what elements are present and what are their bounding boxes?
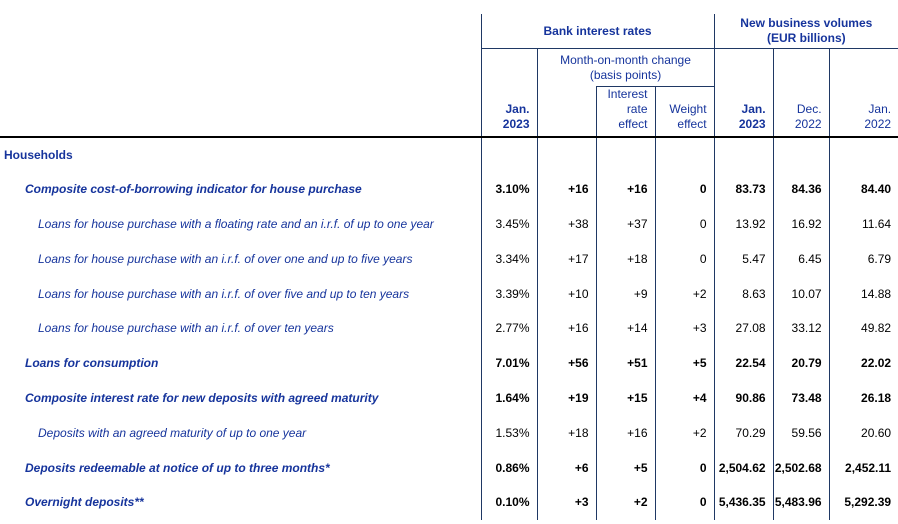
value-cell	[773, 137, 829, 172]
value-cell: 3.45%	[481, 207, 537, 242]
value-cell: +2	[655, 415, 714, 450]
value-cell	[829, 137, 898, 172]
header-corner-cell	[0, 14, 481, 137]
row-label: Loans for house purchase with an i.r.f. of over ten years	[38, 321, 334, 336]
value-cell: 33.12	[773, 311, 829, 346]
value-cell: 14.88	[829, 276, 898, 311]
value-cell: +5	[596, 450, 655, 485]
value-cell: +18	[596, 241, 655, 276]
value-cell: +14	[596, 311, 655, 346]
value-cell: 6.45	[773, 241, 829, 276]
value-cell: 22.54	[714, 346, 773, 381]
value-cell: 2,452.11	[829, 450, 898, 485]
value-cell: 1.64%	[481, 381, 537, 416]
value-cell: 3.10%	[481, 172, 537, 207]
value-cell: +56	[537, 346, 596, 381]
value-cell: 90.86	[714, 381, 773, 416]
row-label: Composite cost-of-borrowing indicator for house purchase	[25, 182, 362, 197]
table-row	[0, 346, 898, 381]
value-cell: +18	[537, 415, 596, 450]
value-cell	[714, 137, 773, 172]
table-row	[0, 241, 898, 276]
value-cell: +2	[655, 276, 714, 311]
value-cell: 13.92	[714, 207, 773, 242]
table-row	[0, 311, 898, 346]
value-cell: +17	[537, 241, 596, 276]
value-cell: 10.07	[773, 276, 829, 311]
value-cell: 0	[655, 450, 714, 485]
value-cell: +3	[537, 485, 596, 520]
value-cell: 8.63	[714, 276, 773, 311]
value-cell: +51	[596, 346, 655, 381]
value-cell: 5,483.96	[773, 485, 829, 520]
value-cell: 49.82	[829, 311, 898, 346]
value-cell: 5,292.39	[829, 485, 898, 520]
column-header-vol-jan-2023: Jan. 2023	[714, 49, 773, 138]
value-cell: +4	[655, 381, 714, 416]
value-cell	[655, 137, 714, 172]
value-cell	[596, 137, 655, 172]
value-cell: 26.18	[829, 381, 898, 416]
column-header-rate-jan-2023: Jan. 2023	[481, 49, 537, 138]
value-cell: 0.86%	[481, 450, 537, 485]
value-cell: +9	[596, 276, 655, 311]
table-body	[0, 137, 898, 520]
row-label: Composite interest rate for new deposits with agreed maturity	[25, 390, 379, 405]
value-cell: +2	[596, 485, 655, 520]
value-cell: 3.34%	[481, 241, 537, 276]
column-header-vol-dec-2022: Dec. 2022	[773, 49, 829, 138]
value-cell: 1.53%	[481, 415, 537, 450]
table-row	[0, 381, 898, 416]
table-header	[0, 14, 898, 137]
value-cell: 22.02	[829, 346, 898, 381]
value-cell: 5,436.35	[714, 485, 773, 520]
group-header-new-business-volumes: New business volumes (EUR billions)	[714, 14, 898, 49]
row-label: Loans for house purchase with an i.r.f. of over one and up to five years	[38, 251, 413, 266]
group-header-mom-change: Month-on-month change (basis points)	[537, 49, 714, 87]
value-cell: 84.36	[773, 172, 829, 207]
column-header-weight-effect: Weight effect	[655, 87, 714, 138]
value-cell: +16	[596, 172, 655, 207]
value-cell: 6.79	[829, 241, 898, 276]
value-cell: 84.40	[829, 172, 898, 207]
value-cell: 2,504.62	[714, 450, 773, 485]
interest-rates-table	[0, 14, 898, 520]
value-cell: +15	[596, 381, 655, 416]
value-cell: +37	[596, 207, 655, 242]
value-cell: 59.56	[773, 415, 829, 450]
column-header-vol-jan-2022: Jan. 2022	[829, 49, 898, 138]
value-cell: 20.79	[773, 346, 829, 381]
value-cell: 27.08	[714, 311, 773, 346]
table-row	[0, 207, 898, 242]
table-row-households	[0, 137, 898, 172]
value-cell: +16	[596, 415, 655, 450]
value-cell: +38	[537, 207, 596, 242]
group-label: Bank interest rates	[543, 23, 652, 38]
table-row	[0, 172, 898, 207]
row-label: Deposits redeemable at notice of up to three months*	[25, 460, 330, 475]
value-cell: 83.73	[714, 172, 773, 207]
value-cell: 70.29	[714, 415, 773, 450]
value-cell: 0	[655, 172, 714, 207]
value-cell: +6	[537, 450, 596, 485]
value-cell: 16.92	[773, 207, 829, 242]
value-cell: +16	[537, 172, 596, 207]
value-cell: 11.64	[829, 207, 898, 242]
value-cell: 20.60	[829, 415, 898, 450]
value-cell: +10	[537, 276, 596, 311]
row-label: Loans for house purchase with a floating rate and an i.r.f. of up to one year	[38, 216, 434, 231]
column-header-mom-total	[537, 87, 596, 138]
value-cell: 2.77%	[481, 311, 537, 346]
value-cell: +5	[655, 346, 714, 381]
group-header-bank-interest-rates	[481, 14, 714, 49]
value-cell: 3.39%	[481, 276, 537, 311]
table-row	[0, 415, 898, 450]
value-cell: +16	[537, 311, 596, 346]
value-cell	[537, 137, 596, 172]
value-cell: 0	[655, 207, 714, 242]
row-label: Overnight deposits**	[25, 495, 144, 510]
value-cell	[481, 137, 537, 172]
value-cell: 0.10%	[481, 485, 537, 520]
row-label: Loans for house purchase with an i.r.f. of over five and up to ten years	[38, 286, 410, 301]
value-cell: +3	[655, 311, 714, 346]
table-row	[0, 276, 898, 311]
table-row	[0, 485, 898, 520]
row-label: Loans for consumption	[25, 356, 159, 371]
value-cell: +19	[537, 381, 596, 416]
value-cell: 2,502.68	[773, 450, 829, 485]
value-cell: 73.48	[773, 381, 829, 416]
section-label: Households	[4, 147, 73, 162]
value-cell: 5.47	[714, 241, 773, 276]
column-header-interest-rate-effect: Interest rate effect	[596, 87, 655, 138]
value-cell: 7.01%	[481, 346, 537, 381]
value-cell: 0	[655, 485, 714, 520]
table-row	[0, 450, 898, 485]
row-label: Deposits with an agreed maturity of up to one year	[38, 425, 307, 440]
value-cell: 0	[655, 241, 714, 276]
